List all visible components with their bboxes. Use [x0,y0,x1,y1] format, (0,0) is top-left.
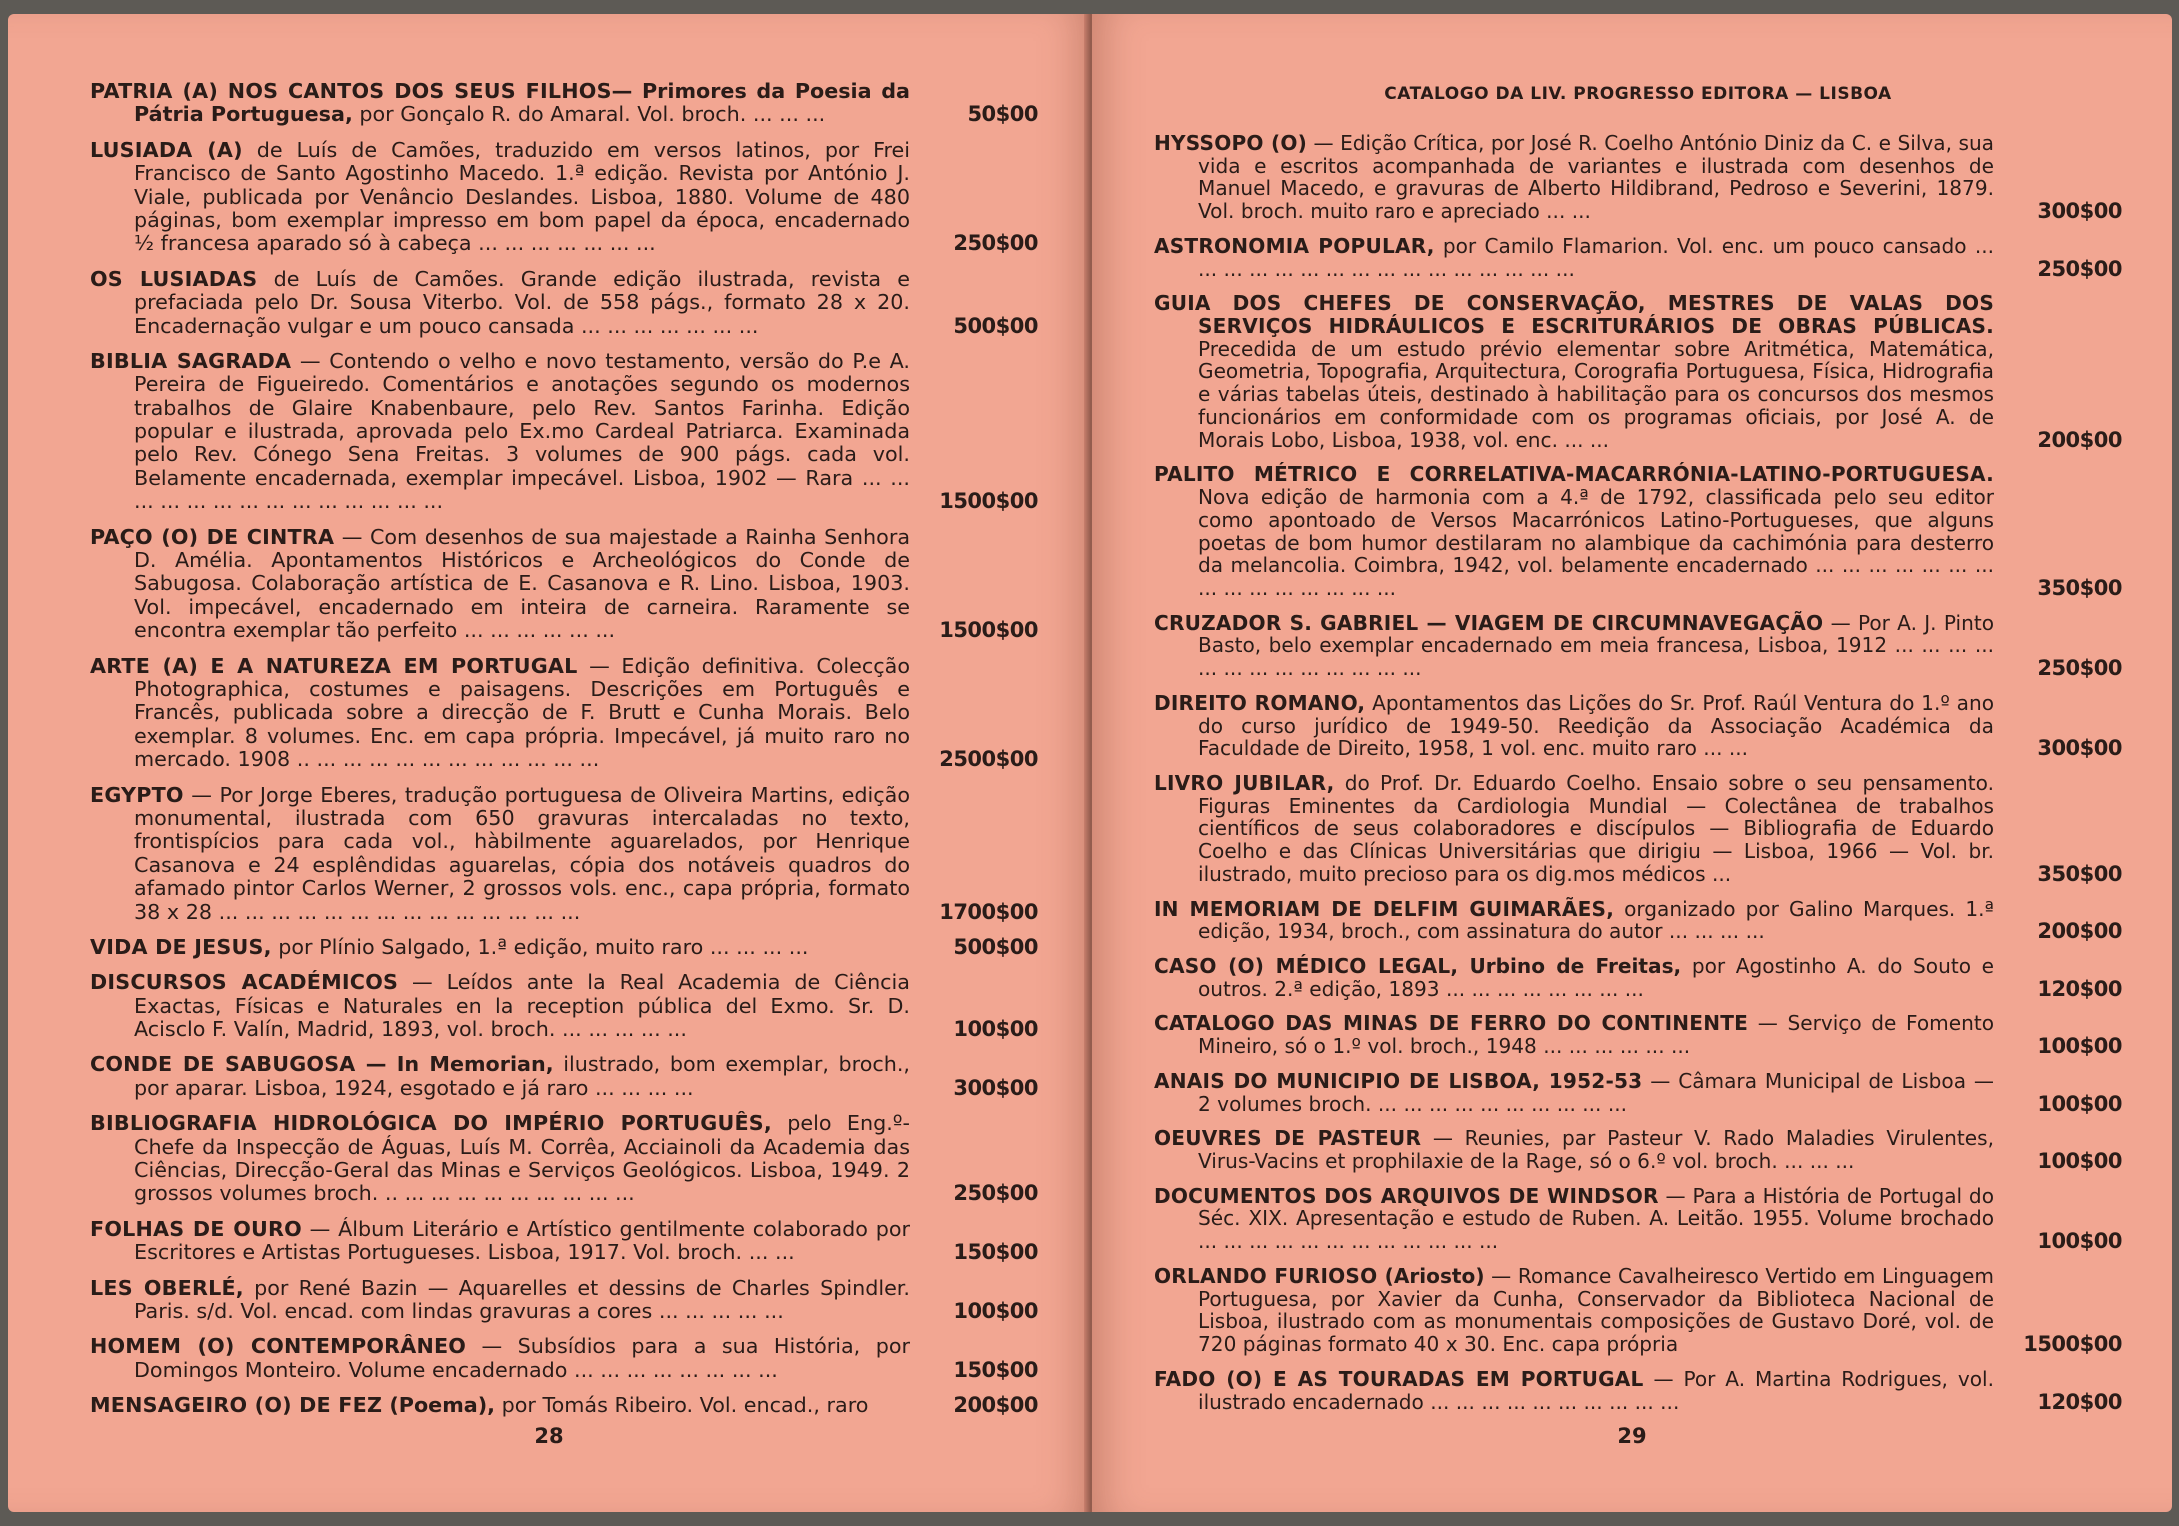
catalog-entry [1154,1127,2122,1172]
catalog-entry [1154,1012,2122,1057]
entry-text [1154,1368,1994,1413]
catalog-entry [1154,1185,2122,1253]
entry-description: do Prof. Dr. Eduardo Coelho. Ensaio sobre o seu pensamento. Figuras Eminentes da Cardiologia Mundial — Colectânea de trabalhos científicos de seus colaboradores e discípulos — Bibliografia de Eduardo Coelho e das Clínicas Universitárias que dirigiu — Lisboa, 1966 — Vol. br. ilustrado, muito precioso para os dig.mos médicos ... [1198,770,1994,886]
entry-description: por René Bazin — Aquarelles et dessins de Charles Spindler. Paris. s/d. Vol. encad. com lindas gravuras a cores ... ... ... ... ... [134,1275,910,1323]
right-entries [1154,132,2122,1425]
entry-price: 120$00 [2037,1389,2122,1414]
entry-price: 500$00 [953,313,1038,338]
entry-price: 200$00 [2037,919,2122,944]
catalog-entry [1154,1368,2122,1413]
catalog-entry [1154,1265,2122,1356]
catalog-entry [90,784,1038,924]
entry-title: IN MEMORIAM DE DELFIM GUIMARÃES, [1154,896,1615,921]
entry-title: PALITO MÉTRICO E CORRELATIVA-MACARRÓNIA-LATINO-PORTUGUESA. [1154,462,1994,487]
catalog-entry [90,936,1038,959]
entry-subtitle: (Poema), [382,1393,496,1418]
entry-description: ilustrado, bom exemplar, broch., por aparar. Lisboa, 1924, esgotado e já raro ... ... ... ... [134,1052,910,1100]
entry-title: PAÇO (O) DE CINTRA [90,524,335,549]
catalog-entry [90,268,1038,338]
entry-title: ASTRONOMIA POPULAR, [1154,233,1435,258]
catalog-entry [1154,235,2122,280]
page-number-left: 28 [534,1424,564,1448]
entry-text [90,526,910,643]
entry-title: HYSSOPO (O) [1154,131,1308,155]
entry-title: FADO (O) E AS TOURADAS EM PORTUGAL [1154,1366,1644,1391]
entry-description: de Luís de Camões. Grande edição ilustrada, revista e prefaciada pelo Dr. Sousa Viterbo. Vol. de 558 págs., formato 28 x 20. Encadernação vulgar e um pouco cansada ... ... ... ... ... ... ... [134,266,910,338]
entry-price: 2500$00 [939,747,1038,772]
entry-price: 300$00 [2037,199,2122,224]
entry-text [1154,692,1994,760]
catalog-entry [90,1112,1038,1206]
entry-description: de Luís de Camões, traduzido em versos latinos, por Frei Francisco de Santo Agostinho Macedo. 1.ª edição. Revista por António J. Viale, publicada por Venâncio Deslandes. Lisboa, 1880. Volume de 480 páginas, bom exemplar impresso em bom papel da época, encadernado ½ francesa aparado só à cabeça ... ... ... ... ... ... ... [134,137,910,256]
left-entries [90,80,1038,1430]
entry-description: — Por A. Martina Rodrigues, vol. ilustrado encadernado ... ... ... ... ... ... ... ... ... ... [1198,1366,1994,1414]
entry-description: pelo Eng.º-Chefe da Inspecção de Águas, Luís M. Corrêa, Acciainoli da Academia das Ciências, Direcção-Geral das Minas e Serviços Geológicos. Lisboa, 1949. 2 grossos volumes broch. .. ... ... ... ... ... ... ... ... ... [134,1111,910,1206]
entry-text [90,268,910,338]
entry-text [1154,612,1994,680]
entry-price: 200$00 [2037,427,2122,452]
entry-description: — Para a História de Portugal do Séc. XIX. Apresentação e estudo de Ruben. A. Leitão. 1955. Volume brochado ... ... ... ... ... ... ... ... ... ... ... ... [1198,1183,1994,1254]
entry-description: — Edição Crítica, por José R. Coelho António Diniz da C. e Silva, sua vida e escritos acompanhada de variantes e ilustrada com desenhos de Manuel Macedo, e gravuras de Alberto Hildibrand, Pedroso e Severini, 1879. Vol. broch. muito raro e apreciado ... ... [1198,131,1994,224]
entry-title: LIVRO JUBILAR, [1154,770,1335,795]
entry-text [90,1112,910,1206]
catalog-entry [1154,955,2122,1000]
entry-text [1154,772,1994,886]
catalog-entry [1154,132,2122,223]
entry-price: 100$00 [2037,1034,2122,1059]
entry-description: por Camilo Flamarion. Vol. enc. um pouco cansado ... ... ... ... ... ... ... ... ... ... ... ... ... ... ... ... [1198,233,1994,281]
entry-price: 120$00 [2037,976,2122,1001]
entry-description: organizado por Galino Marques. 1.ª edição, 1934, broch., com assinatura do autor ... ... ... ... [1198,896,1994,944]
entry-description: — Por A. J. Pinto Basto, belo exemplar encadernado em meia francesa, Lisboa, 1912 ... ... ... ... ... ... ... ... ... ... ... ... ... [1198,610,1994,681]
entry-price: 100$00 [953,1017,1038,1042]
entry-description: — Câmara Municipal de Lisboa — 2 volumes broch. ... ... ... ... ... ... ... ... ... ... [1198,1068,1994,1116]
entry-subtitle: — Primores da Poesia da Pátria Portuguesa, [134,79,910,127]
entry-text [90,350,910,514]
entry-title: DOCUMENTOS DOS ARQUIVOS DE WINDSOR [1154,1183,1659,1208]
page-number-right: 29 [1617,1424,1647,1448]
entry-text [90,1277,910,1324]
entry-price: 250$00 [2037,656,2122,681]
entry-price: 250$00 [953,231,1038,256]
entry-title: DISCURSOS ACADÉMICOS [90,970,399,995]
entry-text [1154,132,1994,223]
entry-title: OEUVRES DE PASTEUR [1154,1126,1422,1151]
entry-price: 100$00 [2037,1149,2122,1174]
catalog-entry [90,139,1038,256]
catalog-entry [90,1335,1038,1382]
entry-text [90,655,910,772]
catalog-entry [90,1277,1038,1324]
entry-text [90,971,910,1041]
entry-title: EGYPTO [90,782,184,807]
entry-price: 1500$00 [2023,1332,2122,1357]
entry-text [1154,235,1994,280]
entry-description: Apontamentos das Lições do Sr. Prof. Raúl Ventura do 1.º ano do curso jurídico de 1949-50. Reedição da Associação Académica da Faculdade de Direito, 1958, 1 vol. enc. muito raro ... ... [1198,690,1994,761]
entry-price: 500$00 [953,934,1038,959]
entry-title: BIBLIOGRAFIA HIDROLÓGICA DO IMPÉRIO PORTUGUÊS, [90,1111,772,1136]
entry-price: 150$00 [953,1240,1038,1265]
left-page [8,14,1090,1512]
entry-text [1154,1185,1994,1253]
entry-title: CASO (O) MÉDICO LEGAL, [1154,954,1459,978]
entry-text [90,1335,910,1382]
entry-title: PATRIA (A) NOS CANTOS DOS SEUS FILHOS [90,79,612,103]
catalog-entry [90,655,1038,772]
catalog-entry [1154,463,2122,599]
entry-text [90,1053,910,1100]
entry-text [90,1218,910,1265]
entry-text [1154,898,1994,943]
entry-description: — Álbum Literário e Artístico gentilmente colaborado por Escritores e Artistas Portugueses. Lisboa, 1917. Vol. broch. ... ... [134,1216,910,1265]
entry-price: 50$00 [967,102,1038,127]
catalog-entry [90,1394,1038,1417]
entry-price: 150$00 [953,1357,1038,1382]
catalog-entry [1154,692,2122,760]
entry-price: 350$00 [2037,861,2122,886]
entry-text [1154,1265,1994,1356]
entry-description: por Agostinho A. do Souto e outros. 2.ª edição, 1893 ... ... ... ... ... ... ... ... [1198,954,1994,1001]
entry-text [90,936,910,959]
entry-description: — Contendo o velho e novo testamento, versão do P.e A. Pereira de Figueiredo. Comentários e anotações segundo os modernos trabalhos de Glaire Knabenbaure, pelo Rev. Santos Farinha. Edição popular e ilustrada, aprovada pelo Ex.mo Cardeal Patriarca. Examinada pelo Rev. Cónego Sena Freitas. 3 volumes de 900 págs. cada vol. Belamente encadernada, exemplar impecável. Lisboa, 1902 — Rara ... ... ... ... ... ... ... ... ... ... ... ... ... ... [134,348,910,514]
catalog-entry [1154,612,2122,680]
entry-description: por Plínio Salgado, 1.ª edição, muito raro ... ... ... ... [271,934,809,959]
entry-description: — Edição definitiva. Colecção Photographica, costumes e paisagens. Descrições em Português e Francês, publicada sobre a direcção de F. Brutt e Cunha Morais. Belo exemplar. 8 volumes. Enc. em capa própria. Impecável, já muito raro no mercado. 1908 .. ... ... ... ... ... ... ... ... ... ... ... [134,653,910,772]
catalog-entry [1154,1070,2122,1115]
entry-text [90,80,910,127]
entry-price: 300$00 [2037,736,2122,761]
entry-title: ARTE (A) E A NATUREZA EM PORTUGAL [90,653,578,678]
entry-description: — Romance Cavalheiresco Vertido em Linguagem Portuguesa, por Xavier da Cunha, Conservador da Biblioteca Nacional de Lisboa, ilustrado com as monumentais composições de Gustavo Doré, vol. de 720 páginas formato 40 x 30. Enc. capa própria [1198,1263,1994,1357]
catalog-entry [1154,898,2122,943]
entry-title: ORLANDO FURIOSO [1154,1263,1378,1288]
entry-description: Precedida de um estudo prévio elementar sobre Aritmética, Matemática, Geometria, Topografia, Arquitectura, Corografia Portuguesa, Física, Hidrografia e várias tabelas úteis, destinado à habilitação para os concursos dos mesmos funcionários em conformidade com os programas oficiais, por José A. de Morais Lobo, Lisboa, 1938, vol. enc. ... ... [1198,336,1994,452]
entry-description: — Com desenhos de sua majestade a Rainha Senhora D. Amélia. Apontamentos Históricos e Archeológicos do Conde de Sabugosa. Colaboração artística de E. Casanova e R. Lino. Lisboa, 1903. Vol. impecável, encadernado em inteira de carneira. Raramente se encontra exemplar tão perfeito ... ... ... ... ... ... [134,524,910,643]
catalog-entry [90,971,1038,1041]
entry-title: LES OBERLÉ, [90,1275,244,1300]
entry-price: 100$00 [2037,1229,2122,1254]
entry-description: Nova edição de harmonia com a 4.ª de 1792, classificada pelo seu editor como apontoado de Versos Macarrónicos Latino-Portugueses, que alguns poetas de bom humor destilaram no alambique da cachimónia para desterro da melancolia. Coimbra, 1942, vol. belamente encadernado ... ... ... ... ... ... ... ... ... ... ... ... ... ... ... [1198,485,1994,600]
entry-title: CONDE DE SABUGOSA [90,1052,356,1077]
catalog-entry [90,80,1038,127]
entry-price: 350$00 [2037,575,2122,600]
entry-subtitle: Urbino de Freitas, [1458,954,1682,978]
entry-description: por Gonçalo R. do Amaral. Vol. broch. ... ... ... [352,102,826,127]
entry-price: 100$00 [2037,1091,2122,1116]
entry-text [1154,1070,1994,1115]
entry-text [90,784,910,924]
entry-title: DIREITO ROMANO, [1154,690,1366,715]
catalog-entry [90,1218,1038,1265]
catalog-entry [90,1053,1038,1100]
entry-title: GUIA DOS CHEFES DE CONSERVAÇÃO, MESTRES DE VALAS DOS SERVIÇOS HIDRÁULICOS E ESCRITURÁRIOS DE OBRAS PÚBLICAS. [1154,291,1994,339]
catalog-entry [1154,292,2122,451]
entry-title: VIDA DE JESUS, [90,934,272,959]
entry-price: 1500$00 [939,618,1038,643]
catalog-entry [90,350,1038,514]
entry-title: MENSAGEIRO (O) DE FEZ [90,1393,383,1418]
entry-price: 200$00 [953,1393,1038,1418]
entry-price: 100$00 [953,1298,1038,1323]
entry-title: CATALOGO DAS MINAS DE FERRO DO CONTINENTE [1154,1011,1749,1036]
entry-text [90,139,910,256]
entry-title: OS LUSIADAS [90,266,258,291]
catalog-header: CATALOGO DA LIV. PROGRESSO EDITORA — LISBOA [1384,84,1892,104]
entry-description: — Serviço de Fomento Mineiro, só o 1.º vol. broch., 1948 ... ... ... ... ... ... [1198,1011,1994,1059]
entry-subtitle: (Ariosto) [1377,1263,1485,1288]
entry-text [1154,1012,1994,1057]
catalog-entry [1154,772,2122,886]
entry-title: HOMEM (O) CONTEMPORÂNEO [90,1334,467,1359]
entry-description: — Leídos ante la Real Academia de Ciência Exactas, Físicas e Naturales en la reception pública del Exmo. Sr. D. Acisclo F. Valín, Madrid, 1893, vol. broch. ... ... ... ... ... [134,970,910,1042]
entry-title: LUSIADA (A) [90,137,243,162]
entry-price: 300$00 [953,1075,1038,1100]
entry-text [1154,292,1994,451]
entry-title: CRUZADOR S. GABRIEL — VIAGEM DE CIRCUMNAVEGAÇÃO [1154,610,1824,635]
entry-price: 1500$00 [939,489,1038,514]
entry-price: 250$00 [953,1181,1038,1206]
entry-description: — Subsídios para a sua História, por Domingos Monteiro. Volume encadernado ... ... ... ... ... ... ... ... [134,1334,910,1382]
entry-text [1154,463,1994,599]
entry-text [1154,955,1994,1000]
entry-title: FOLHAS DE OURO [90,1216,302,1241]
entry-price: 250$00 [2037,256,2122,281]
entry-description: — Por Jorge Eberes, tradução portuguesa de Oliveira Martins, edição monumental, ilustrada com 650 gravuras intercaladas no texto, frontispícios para cada vol., hàbilmente aguarelados, por Henrique Casanova e 24 esplêndidas aguarelas, cópia dos notáveis quadros do afamado pintor Carlos Werner, 2 grossos vols. enc., capa própria, formato 38 x 28 ... ... ... ... ... ... ... ... ... ... ... ... ... ... [134,782,910,924]
entry-description: — Reunies, par Pasteur V. Rado Maladies Virulentes, Virus-Vacins et prophilaxie de la Rage, só o 6.º vol. broch. ... ... ... [1198,1126,1994,1174]
entry-title: BIBLIA SAGRADA [90,348,292,373]
right-page [1092,14,2172,1512]
catalog-entry [90,526,1038,643]
entry-price: 1700$00 [939,899,1038,924]
entry-text [1154,1127,1994,1172]
entry-text [90,1394,910,1417]
entry-description: por Tomás Ribeiro. Vol. encad., raro [495,1393,869,1418]
entry-title: ANAIS DO MUNICIPIO DE LISBOA, 1952-53 [1154,1068,1643,1093]
entry-subtitle: — In Memorian, [355,1052,554,1077]
